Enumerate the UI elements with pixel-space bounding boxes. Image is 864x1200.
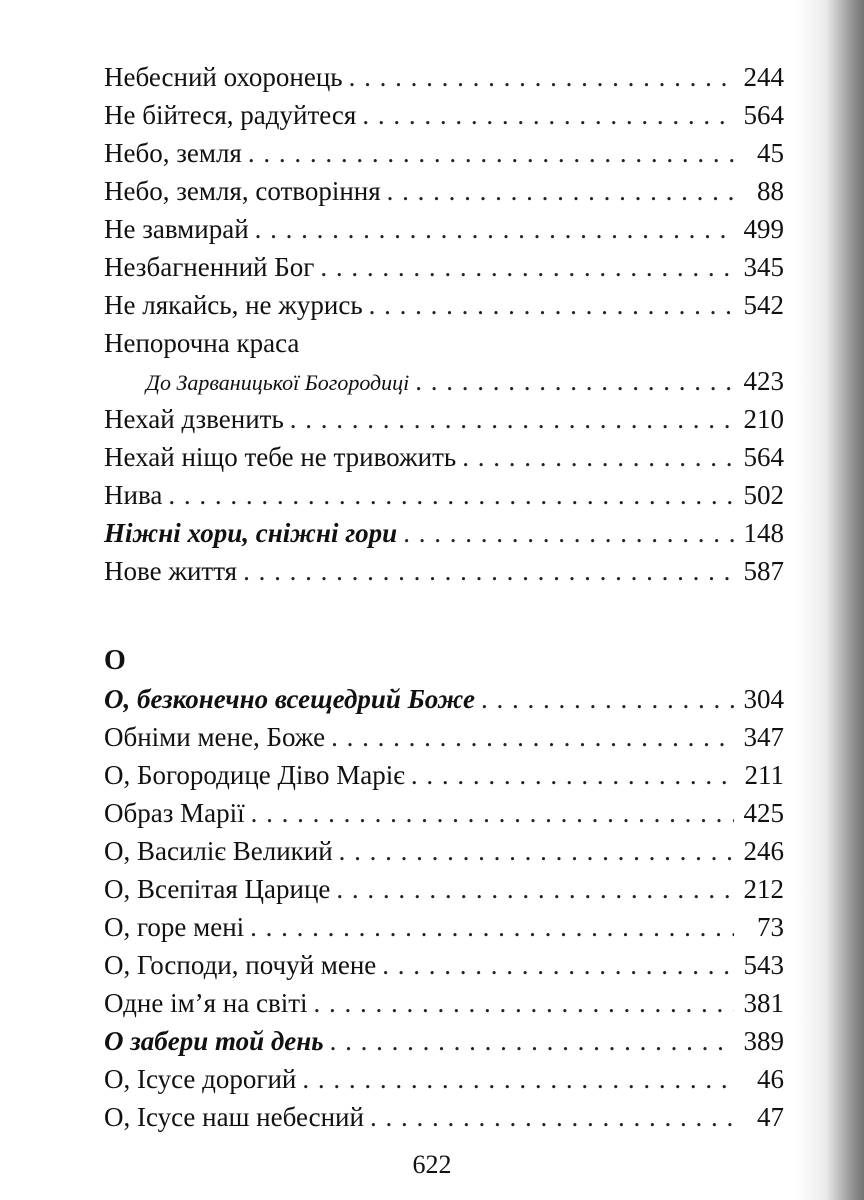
- dot-leader: [462, 438, 734, 476]
- entry-title: О, Богородице Діво Маріє: [104, 760, 405, 790]
- entry-page-number: 564: [743, 442, 784, 472]
- dot-leader: [382, 946, 734, 984]
- entry-title: Непорочна краса: [104, 328, 300, 358]
- toc-entry: [104, 794, 784, 832]
- entry-page-number: 423: [743, 366, 784, 396]
- entry-title: Нива: [104, 480, 163, 510]
- entry-page-number: 210: [743, 404, 784, 434]
- dot-leader: [320, 248, 734, 286]
- toc-entry: [104, 908, 784, 946]
- entry-page-number: 389: [743, 1026, 784, 1056]
- entry-page-number: 304: [743, 684, 784, 714]
- toc-entry: [104, 210, 784, 248]
- dot-leader: [302, 1060, 734, 1098]
- entry-title: Одне ім’я на світі: [104, 988, 308, 1018]
- toc-entry: [104, 1022, 784, 1060]
- entry-title: О, Василіє Великий: [104, 836, 333, 866]
- entry-title: Небо, земля: [104, 138, 242, 168]
- entry-page-number: 244: [743, 62, 784, 92]
- entry-page-number: 502: [743, 480, 784, 510]
- toc-entry: [104, 362, 784, 400]
- toc-entry: [104, 552, 784, 590]
- entry-title: О, Всепітая Царице: [104, 874, 331, 904]
- dot-leader: [403, 514, 734, 552]
- toc-entry: [104, 134, 784, 172]
- dot-leader: [248, 134, 734, 172]
- entry-page-number: 543: [743, 950, 784, 980]
- dot-leader: [330, 1022, 734, 1060]
- toc-entry: [104, 58, 784, 96]
- toc-entry: [104, 172, 784, 210]
- entry-page-number: 46: [757, 1064, 784, 1094]
- dot-leader: [290, 400, 734, 438]
- dot-leader: [415, 362, 734, 400]
- toc-entry: [104, 946, 784, 984]
- dot-leader: [349, 58, 734, 96]
- page-number: 622: [412, 1150, 452, 1179]
- entry-title: О, безконечно всещедрий Боже: [104, 684, 475, 714]
- toc-entry: [104, 400, 784, 438]
- entry-title: Ніжні хори, сніжні гори: [104, 518, 398, 548]
- entry-title: О, Ісусе наш небесний: [104, 1102, 364, 1132]
- dot-leader: [481, 680, 734, 718]
- dot-leader: [255, 210, 734, 248]
- entry-page-number: 345: [743, 252, 784, 282]
- entry-title: О, горе мені: [104, 912, 245, 942]
- entry-title: О, Ісусе дорогий: [104, 1064, 297, 1094]
- entries-n-list: [104, 58, 784, 590]
- entry-page-number: 425: [743, 798, 784, 828]
- toc-entry: [104, 438, 784, 476]
- entry-title: О, Господи, почуй мене: [104, 950, 377, 980]
- entry-page-number: 587: [743, 556, 784, 586]
- entry-page-number: 212: [743, 874, 784, 904]
- entry-title: О забери той день: [104, 1026, 324, 1056]
- dot-leader: [331, 718, 734, 756]
- table-of-contents: [104, 58, 784, 1136]
- dot-leader: [250, 908, 734, 946]
- toc-entry: [104, 1060, 784, 1098]
- entry-page-number: 246: [743, 836, 784, 866]
- page-edge-shadow: [794, 0, 864, 1200]
- toc-entry: [104, 718, 784, 756]
- dot-leader: [411, 756, 734, 794]
- dot-leader: [369, 286, 734, 324]
- entry-page-number: 381: [743, 988, 784, 1018]
- toc-entry: [104, 680, 784, 718]
- toc-entry: [104, 984, 784, 1022]
- toc-entry: [104, 870, 784, 908]
- entry-page-number: 347: [743, 722, 784, 752]
- entry-title: Нехай дзвенить: [104, 404, 284, 434]
- dot-leader: [370, 1098, 734, 1136]
- dot-leader: [251, 794, 734, 832]
- dot-leader: [339, 832, 734, 870]
- dot-leader: [387, 172, 734, 210]
- entry-page-number: 45: [757, 138, 784, 168]
- toc-entry: [104, 476, 784, 514]
- entry-page-number: 88: [757, 176, 784, 206]
- entries-o-list: [104, 680, 784, 1136]
- toc-entry: [104, 1098, 784, 1136]
- entry-title: Не лякайсь, не журись: [104, 290, 363, 320]
- entry-title: Небо, земля, сотворіння: [104, 176, 381, 206]
- entry-page-number: 542: [743, 290, 784, 320]
- toc-entry: [104, 286, 784, 324]
- toc-entry: [104, 514, 784, 552]
- entry-title: Не бійтеся, радуйтеся: [104, 100, 357, 130]
- entry-page-number: 73: [757, 912, 784, 942]
- entry-title: Не завмирай: [104, 214, 249, 244]
- entry-title: Образ Марії: [104, 798, 245, 828]
- toc-entry: [104, 756, 784, 794]
- entry-title: Незбагненний Бог: [104, 252, 315, 282]
- entry-title: Нехай ніщо тебе не тривожить: [104, 442, 457, 472]
- toc-entry: [104, 324, 784, 362]
- entry-page-number: 564: [743, 100, 784, 130]
- entry-page-number: 211: [744, 760, 784, 790]
- toc-entry: [104, 832, 784, 870]
- toc-entry: [104, 96, 784, 134]
- toc-entry: [104, 248, 784, 286]
- entry-page-number: 499: [743, 214, 784, 244]
- entry-page-number: 47: [757, 1102, 784, 1132]
- section-heading-o: О: [104, 645, 126, 676]
- dot-leader: [336, 870, 734, 908]
- dot-leader: [314, 984, 734, 1022]
- entry-title: Нове життя: [104, 556, 238, 586]
- entry-page-number: 148: [743, 518, 784, 548]
- entry-title: Обніми мене, Боже: [104, 722, 326, 752]
- dot-leader: [243, 552, 734, 590]
- dot-leader: [168, 476, 734, 514]
- entry-title: До Зарваницької Богородиці: [146, 370, 410, 395]
- dot-leader: [362, 96, 734, 134]
- entry-title: Небесний охоронець: [104, 62, 343, 92]
